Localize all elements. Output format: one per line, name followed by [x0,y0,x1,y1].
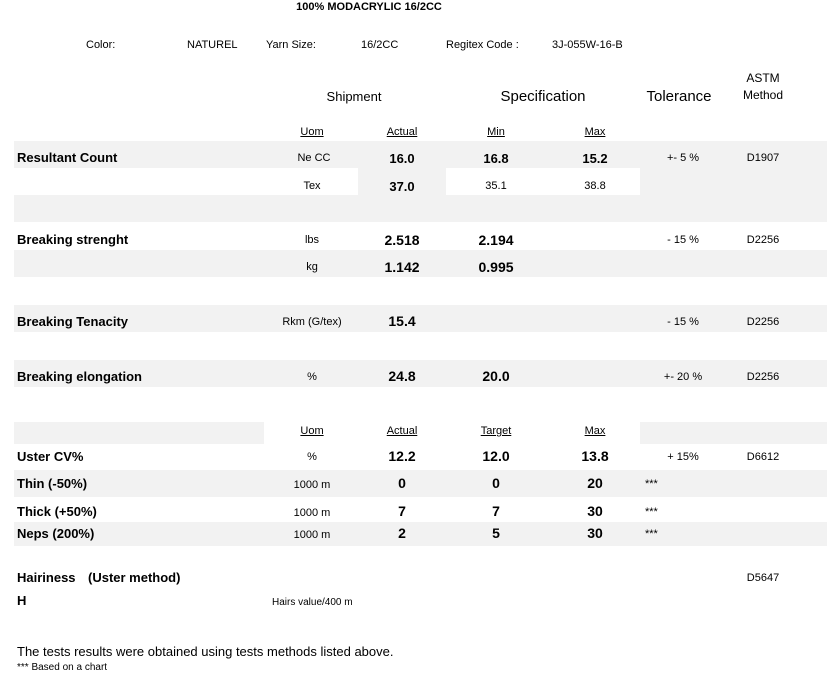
neps-label: Neps (200%) [17,526,95,541]
row-band-spacer [14,195,827,222]
breaking-elongation-spec: 20.0 [482,368,510,384]
resultant-count-actual: 16.0 [389,151,415,166]
uom-subheader: Uom [300,126,324,138]
hairiness-method: D5647 [746,572,780,584]
tex-max: 38.8 [584,180,606,192]
row-band-neps [14,522,827,546]
row-band-breaking-strength-kg [14,250,827,277]
neps-note: *** [645,528,658,540]
breaking-strength-spec-kg: 0.995 [478,259,514,275]
neps-uom: 1000 m [293,529,331,541]
uster-cv-method: D6612 [746,451,780,463]
breaking-tenacity-actual: 15.4 [388,313,416,329]
breaking-strength-uom-lbs: lbs [304,234,320,246]
neps-actual: 2 [398,525,406,541]
resultant-count-min: 16.8 [483,151,509,166]
row-band-sub-right [640,422,827,444]
breaking-strength-tolerance: - 15 % [667,234,699,246]
breaking-elongation-uom: % [307,371,317,383]
shipment-header: Shipment [326,89,382,104]
thick-actual: 7 [398,503,406,519]
breaking-strength-spec-lbs: 2.194 [478,232,514,248]
breaking-strength-actual-kg: 1.142 [384,259,420,275]
uom-subheader-2: Uom [300,425,324,437]
max-subheader: Max [584,126,606,138]
hairiness-method-label: (Uster method) [88,570,181,585]
thick-note: *** [645,506,658,518]
resultant-count-max: 15.2 [582,151,608,166]
thin-note: *** [645,478,658,490]
breaking-elongation-tolerance: +- 20 % [663,371,703,383]
uster-cv-label: Uster CV% [17,449,84,464]
thin-max: 20 [587,475,603,491]
breaking-elongation-method: D2256 [746,371,780,383]
regitex-value: 3J-055W-16-B [552,39,623,51]
breaking-strength-uom-kg: kg [306,261,318,273]
uster-cv-actual: 12.2 [388,448,416,464]
thin-actual: 0 [398,475,406,491]
breaking-elongation-label: Breaking elongation [17,369,142,384]
hairiness-label: Hairiness [17,570,76,585]
thin-uom: 1000 m [293,479,331,491]
thick-label: Thick (+50%) [17,504,97,519]
neps-max: 30 [587,525,603,541]
neps-target: 5 [492,525,500,541]
yarn-size-value: 16/2CC [361,39,399,51]
breaking-tenacity-method: D2256 [746,316,780,328]
resultant-count-uom: Ne CC [297,152,331,164]
tex-actual: 37.0 [389,179,415,194]
row-band-thin [14,470,827,497]
breaking-strength-actual-lbs: 2.518 [384,232,420,248]
row-band-sub-left [14,422,264,444]
resultant-count-method: D1907 [746,152,780,164]
tex-min: 35.1 [485,180,507,192]
max-subheader-2: Max [584,425,606,437]
tolerance-header: Tolerance [646,88,712,105]
min-subheader: Min [487,126,505,138]
breaking-strength-method: D2256 [746,234,780,246]
regitex-label: Regitex Code : [446,39,519,51]
resultant-count-label: Resultant Count [17,150,118,165]
breaking-strength-label: Breaking strenght [17,232,129,247]
actual-subheader: Actual [386,126,418,138]
uster-cv-uom: % [307,451,317,463]
breaking-elongation-actual: 24.8 [388,368,416,384]
specification-header: Specification [500,88,586,105]
yarn-size-label: Yarn Size: [266,39,316,51]
uster-cv-tolerance: + 15% [667,451,699,463]
thin-target: 0 [492,475,500,491]
row-band-tex-right [640,168,827,195]
astm-header: ASTM [746,71,780,85]
actual-subheader-2: Actual [386,425,418,437]
thick-target: 7 [492,503,500,519]
row-band-resultant-count [14,141,827,168]
uster-cv-max: 13.8 [581,448,609,464]
footer-statement: The tests results were obtained using tests methods listed above. [17,644,394,659]
method-header: Method [742,88,784,102]
target-subheader: Target [480,425,512,437]
hairiness-uom: Hairs value/400 m [272,597,353,608]
row-band-breaking-tenacity [14,305,827,332]
breaking-tenacity-uom: Rkm (G/tex) [282,316,342,328]
uster-cv-target: 12.0 [482,448,510,464]
thick-uom: 1000 m [293,507,331,519]
footer-note: *** Based on a chart [17,662,108,673]
resultant-count-tolerance: +- 5 % [666,152,700,164]
color-label: Color: [86,39,116,51]
thin-label: Thin (-50%) [17,476,88,491]
color-value: NATUREL [187,39,238,51]
document-title: 100% MODACRYLIC 16/2CC [296,1,442,13]
hairiness-h-label: H [17,593,27,608]
thick-max: 30 [587,503,603,519]
tex-uom: Tex [303,180,321,192]
breaking-tenacity-label: Breaking Tenacity [17,314,129,329]
breaking-tenacity-tolerance: - 15 % [667,316,699,328]
